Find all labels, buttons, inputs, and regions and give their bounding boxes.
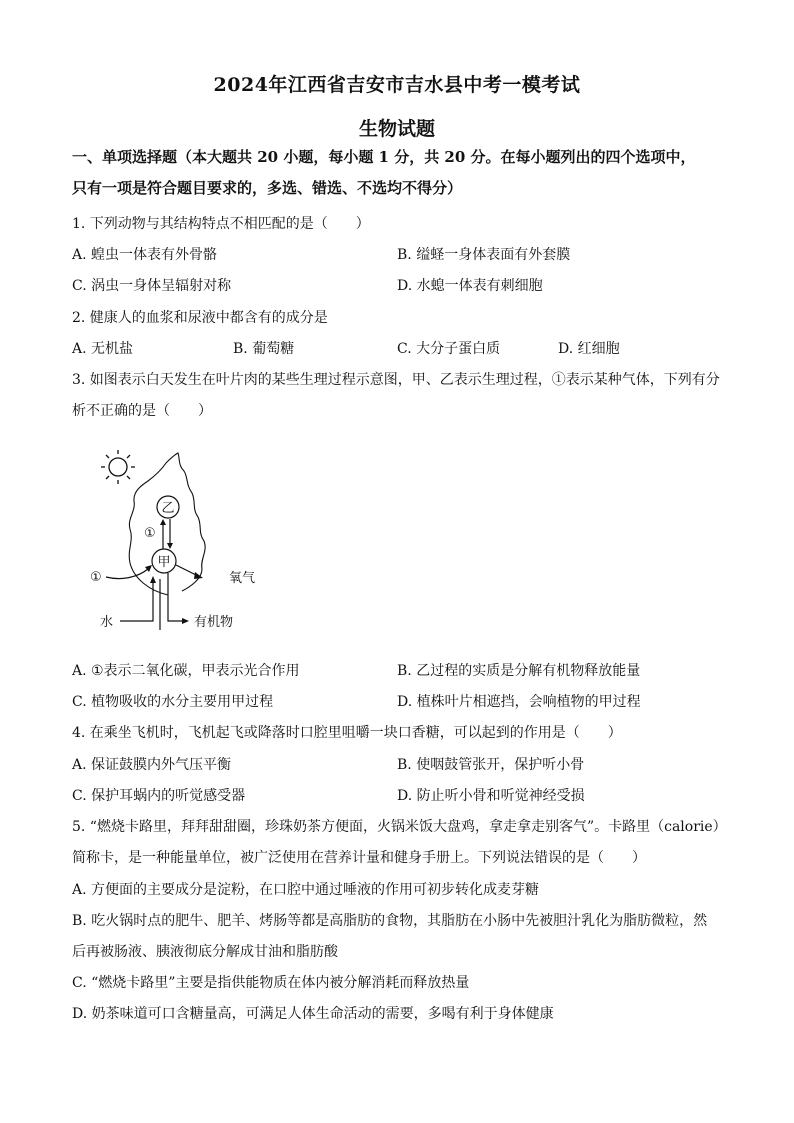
q5-stem-line2: 简称卡，是一种能量单位，被广泛使用在营养计量和健身手册上。下列说法错误的是（ ） — [72, 850, 646, 866]
process-yi-label: 乙 — [161, 501, 175, 516]
q4-option-b: B. 使咽鼓管张开，保护听小骨 — [397, 757, 585, 773]
q1-option-b: B. 缢蛏一身体表面有外套膜 — [397, 247, 571, 263]
leaf-process-diagram — [90, 445, 280, 635]
organic-label: 有机物 — [194, 615, 234, 630]
q5-option-c: C. “燃烧卡路里”主要是指供能物质在体内被分解消耗而释放热量 — [72, 975, 470, 991]
gas-input-arrow — [106, 569, 148, 579]
q2-stem: 2. 健康人的血浆和尿液中都含有的成分是 — [72, 310, 328, 326]
section-heading-line1: 一、单项选择题（本大题共 20 小题，每小题 1 分，共 20 分。在每小题列出的四个选项中， — [72, 148, 696, 166]
q5-option-b-line2: 后再被肠液、胰液彻底分解成甘油和脂肪酸 — [72, 944, 338, 960]
water-label: 水 — [100, 615, 114, 630]
q4-stem: 4. 在乘坐飞机时，飞机起飞或降落时口腔里咀嚼一块口香糖，可以起到的作用是（ ） — [72, 725, 622, 741]
arrow-gas-label: ① — [144, 526, 156, 541]
sun-icon — [101, 450, 135, 484]
process-jia-label: 甲 — [157, 555, 171, 570]
q4-option-c: C. 保护耳蜗内的听觉感受器 — [72, 788, 246, 804]
exchange-arrows — [160, 519, 173, 549]
organic-arrowhead — [182, 618, 189, 624]
q2-option-c: C. 大分子蛋白质 — [397, 341, 501, 357]
q3-stem-line1: 3. 如图表示白天发生在叶片肉的某些生理过程示意图，甲、乙表示生理过程，①表示某种气体，下列有分 — [72, 372, 720, 388]
q3-stem-line2: 析不正确的是（ ） — [72, 403, 212, 419]
q3-option-a: A. ①表示二氧化碳，甲表示光合作用 — [72, 663, 300, 679]
water-arrowhead — [150, 576, 156, 583]
q5-option-d: D. 奶茶味道可口含糖量高，可满足人体生命活动的需要，多喝有利于身体健康 — [72, 1006, 554, 1022]
q3-option-d: D. 植株叶片相遮挡，会响植物的甲过程 — [397, 694, 641, 710]
q5-option-b-line1: B. 吃火锅时点的肥牛、肥羊、烤肠等都是高脂肪的食物，其脂肪在小肠中先被胆汁乳化为脂肪微粒，然 — [72, 913, 708, 929]
q1-option-c: C. 涡虫一身体呈辐射对称 — [72, 278, 232, 294]
q4-option-d: D. 防止听小骨和听觉神经受损 — [397, 788, 585, 804]
q3-option-b: B. 乙过程的实质是分解有机物释放能量 — [397, 663, 641, 679]
q2-option-d: D. 红细胞 — [558, 341, 620, 357]
q1-option-a: A. 蝗虫一体表有外骨骼 — [72, 247, 218, 263]
q1-option-d: D. 水螅一体表有刺细胞 — [397, 278, 543, 294]
q3-option-c: C. 植物吸收的水分主要用甲过程 — [72, 694, 274, 710]
gas-input-label: ① — [90, 570, 102, 585]
q5-option-a: A. 方便面的主要成分是淀粉，在口腔中通过唾液的作用可初步转化成麦芽糖 — [72, 882, 540, 898]
q4-option-a: A. 保证鼓膜内外气压平衡 — [72, 757, 232, 773]
exam-title: 2024年江西省吉安市吉水县中考一模考试 — [213, 74, 581, 96]
exam-subject: 生物试题 — [358, 118, 435, 140]
q2-option-a: A. 无机盐 — [72, 341, 134, 357]
section-heading-line2: 只有一项是符合题目要求的，多选、错选、不选均不得分） — [72, 179, 463, 197]
q2-option-b: B. 葡萄糖 — [233, 341, 295, 357]
q1-stem: 1. 下列动物与其结构特点不相匹配的是（ ） — [72, 216, 370, 232]
q5-stem-line1: 5. “燃烧卡路里，拜拜甜甜圈，珍珠奶茶方便面，火锅米饭大盘鸡，拿走拿走别客气”。卡路里（calorie） — [72, 819, 727, 835]
oxygen-label: 氧气 — [229, 571, 256, 586]
